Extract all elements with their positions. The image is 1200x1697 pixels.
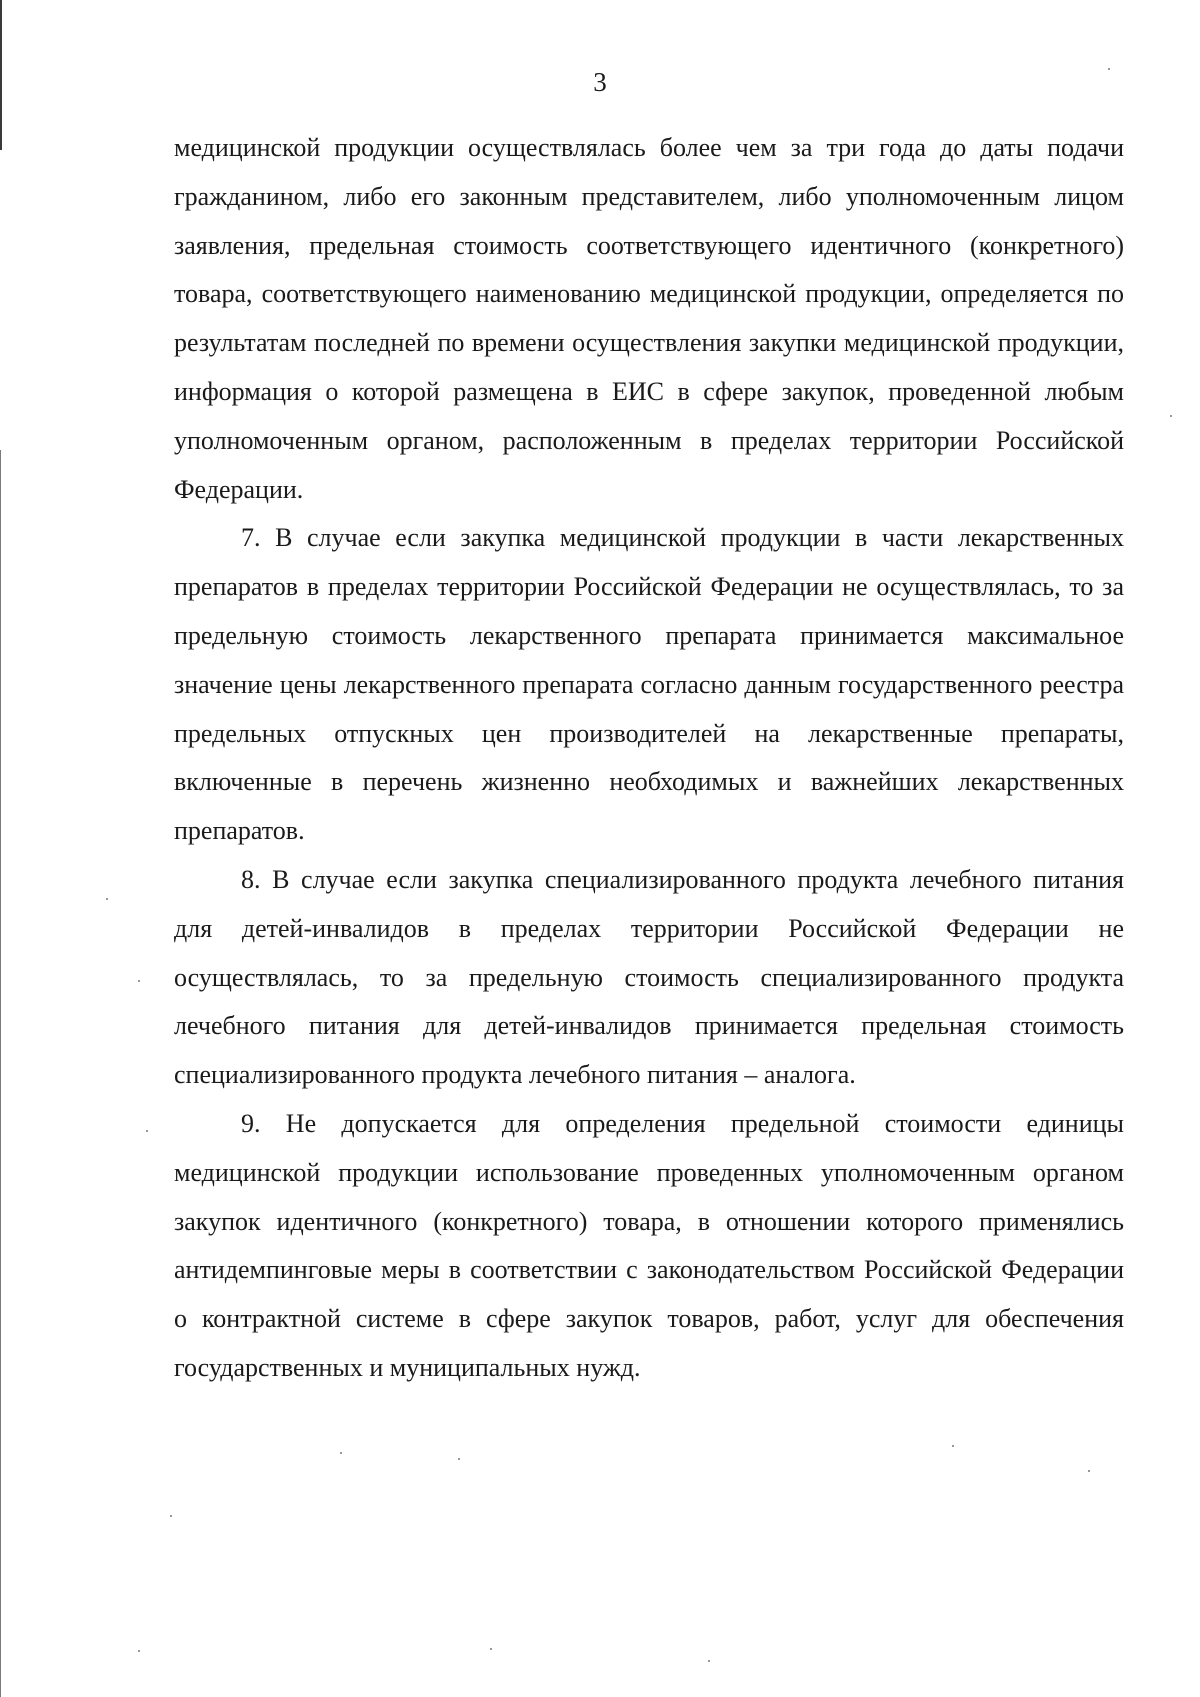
scan-speck <box>146 1130 148 1132</box>
scan-speck <box>490 1648 492 1650</box>
scan-speck <box>1170 415 1172 417</box>
paragraph-item-8: 8. В случае если закупка специализированного продукта лечебного питания для детей-инвалидов в пределах территории Российской Федерации не осуществлялась, то за предельную стоимость специализированного продукта лечебного питания для детей-инвалидов принимается предельная стоимость специализированного продукта лечебного питания – аналога. <box>174 864 1124 1090</box>
document-body <box>174 124 1124 1393</box>
scan-speck <box>952 1445 954 1447</box>
scan-speck <box>106 898 108 900</box>
scan-speck <box>138 1650 140 1652</box>
paragraph-item-9: 9. Не допускается для определения предельной стоимости единицы медицинской продукции использование проведенных уполномоченным органом закупок идентичного (конкретного) товара, в отношении которого применялись антидемпинговые меры в соответствии с законодательством Российской Федерации о контрактной системе в сфере закупок товаров, работ, услуг для обеспечения государственных и муниципальных нужд. <box>174 1108 1124 1382</box>
paragraph-item-7: 7. В случае если закупка медицинской продукции в части лекарственных препаратов в пределах территории Российской Федерации не осуществлялась, то за предельную стоимость лекарственного препарата принимается максимальное значение цены лекарственного препарата согласно данным государственного реестра предельных отпускных цен производителей на лекарственные препараты, включенные в перечень жизненно необходимых и важнейших лекарственных препаратов. <box>174 523 1124 846</box>
scan-speck <box>340 1452 342 1454</box>
paragraph-continuation: медицинской продукции осуществлялась более чем за три года до даты подачи гражданином, либо его законным представителем, либо уполномоченным лицом заявления, предельная стоимость соответствующего идентичного (конкретного) товара, соответствующего наименованию медицинской продукции, определяется по результатам последней по времени осуществления закупки медицинской продукции, информация о которой размещена в ЕИС в сфере закупок, проведенной любым уполномоченным органом, расположенным в пределах территории Российской Федерации. <box>174 133 1124 504</box>
scan-edge-mark <box>0 450 1 1697</box>
page-number: 3 <box>593 67 607 97</box>
scan-speck <box>170 1515 172 1517</box>
scan-speck <box>1108 68 1110 70</box>
scan-speck <box>458 1458 460 1460</box>
scan-speck <box>138 980 140 982</box>
scan-speck <box>708 1660 710 1662</box>
scan-speck <box>1088 1470 1090 1472</box>
